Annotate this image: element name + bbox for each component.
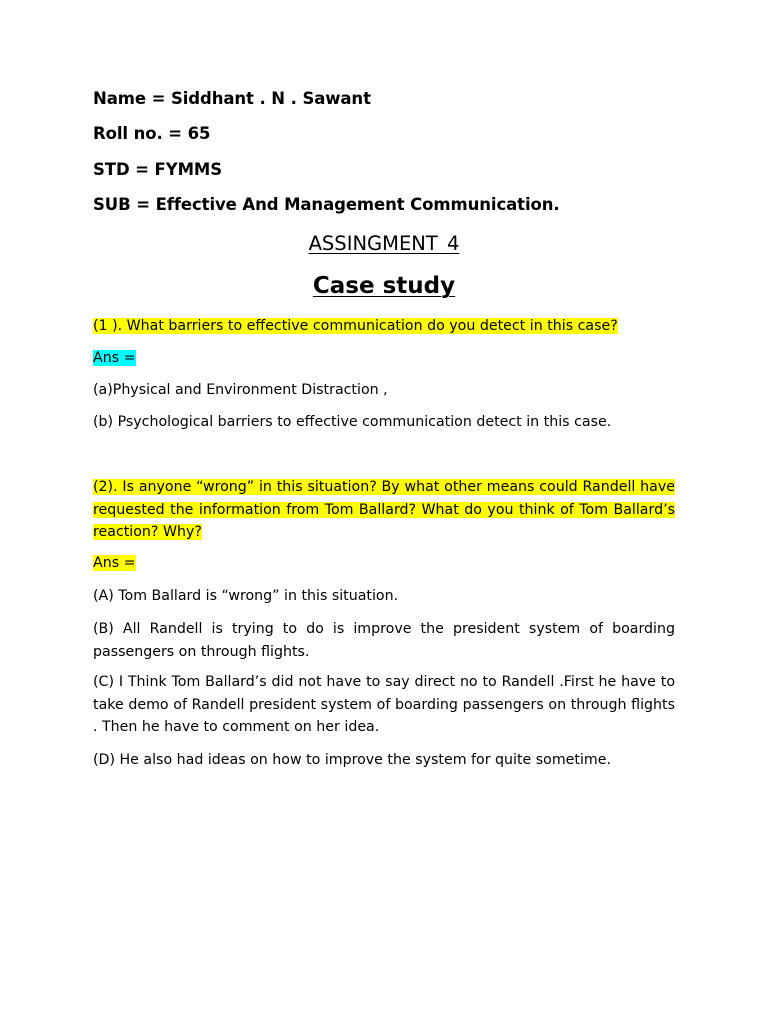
assignment-title: ASSINGMENT 4	[308, 232, 460, 255]
question-2	[93, 476, 675, 544]
answer-label-1-text: Ans =	[93, 350, 136, 366]
answer-2d: (D) He also had ideas on how to improve the system for quite sometime.	[93, 752, 611, 768]
answer-2c: (C) I Think Tom Ballard’s did not have to say direct no to Randell .First he have to take demo of Randell president system of boarding passengers on through flights . Then he have to comment on her idea.	[93, 674, 675, 735]
standard: STD = FYMMS	[93, 160, 222, 179]
subject: SUB = Effective And Management Communication.	[93, 195, 560, 214]
answer-label-2-text: Ans =	[93, 555, 136, 571]
case-study-title: Case study	[312, 273, 456, 299]
question-2-text: (2). Is anyone “wrong” in this situation? By what other means could Randell have requested the information from Tom Ballard? What do you think of Tom Ballard’s reaction? Why?	[93, 479, 675, 540]
answer-label-2	[93, 552, 675, 575]
answer-1b: (b) Psychological barriers to effective communication detect in this case.	[93, 414, 612, 430]
answer-2a: (A) Tom Ballard is “wrong” in this situation.	[93, 588, 399, 604]
question-1-text: (1 ). What barriers to effective communication do you detect in this case?	[93, 318, 618, 334]
answer-label-1	[93, 347, 675, 370]
student-name: Name = Siddhant . N . Sawant	[93, 89, 371, 108]
answer-2b: (B) All Randell is trying to do is improve the president system of boarding passengers on through flights.	[93, 621, 675, 660]
roll-number: Roll no. = 65	[93, 124, 211, 143]
question-1	[93, 315, 675, 338]
answer-1a: (a)Physical and Environment Distraction ,	[93, 382, 388, 398]
